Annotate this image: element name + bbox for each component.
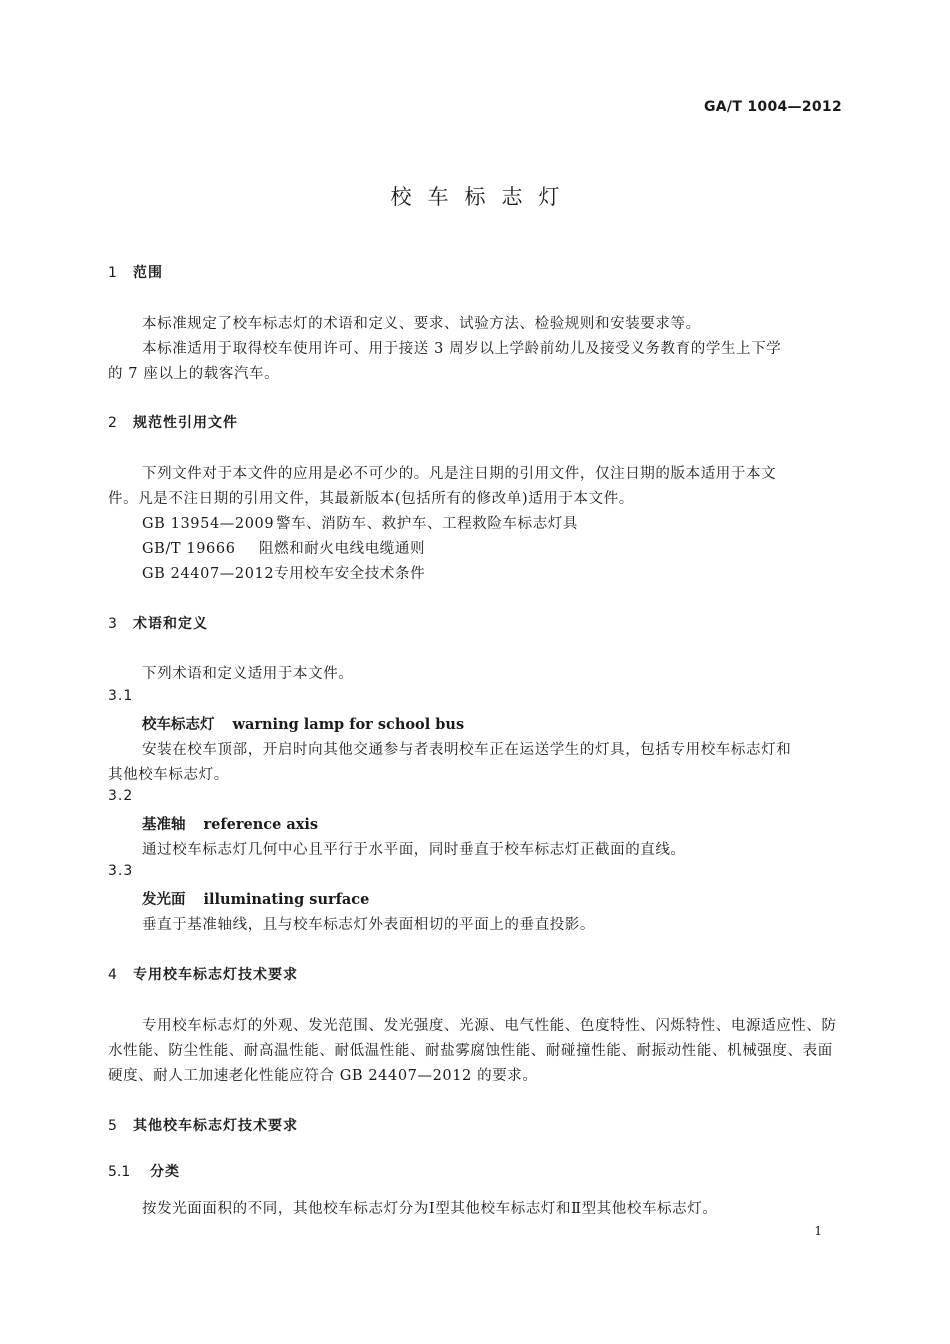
section-heading-4 xyxy=(108,964,298,984)
section-heading-3 xyxy=(108,613,208,633)
term-entry xyxy=(142,813,318,834)
section-title: 其他校车标志灯技术要求 xyxy=(133,1118,298,1134)
section-number: 3 xyxy=(108,616,118,632)
section-number: 5 xyxy=(108,1118,118,1134)
document-title: 校车标志灯 xyxy=(390,185,576,209)
section-heading-5 xyxy=(108,1115,298,1135)
section-title: 专用校车标志灯技术要求 xyxy=(133,967,298,983)
paragraph: 本标准规定了校车标志灯的术语和定义、要求、试验方法、检验规则和安装要求等。 xyxy=(142,316,701,332)
normative-reference xyxy=(142,562,425,583)
subsection-title: 分类 xyxy=(150,1164,180,1180)
term-definition: 安装在校车顶部，开启时向其他交通参与者表明校车正在运送学生的灯具，包括专用校车标志灯和 xyxy=(142,742,792,758)
section-title: 规范性引用文件 xyxy=(133,415,238,431)
paragraph: 按发光面面积的不同，其他校车标志灯分为Ⅰ型其他校车标志灯和Ⅱ型其他校车标志灯。 xyxy=(142,1201,718,1217)
paragraph: 的 7 座以上的载客汽车。 xyxy=(108,366,280,382)
clause-number: 3.2 xyxy=(108,788,134,804)
term-chinese: 基准轴 xyxy=(142,817,186,833)
term-definition: 其他校车标志灯。 xyxy=(108,767,229,783)
term-entry xyxy=(142,888,369,909)
clause-number: 3.1 xyxy=(108,688,134,704)
term-english: warning lamp for school bus xyxy=(232,716,465,733)
section-title: 术语和定义 xyxy=(133,616,208,632)
term-entry xyxy=(142,713,464,734)
paragraph: 专用校车标志灯的外观、发光范围、发光强度、光源、电气性能、色度特性、闪烁特性、电源适应性、防 xyxy=(142,1018,837,1034)
normative-reference xyxy=(142,537,425,558)
normative-reference xyxy=(142,512,578,533)
section-number: 4 xyxy=(108,967,118,983)
section-heading-2 xyxy=(108,412,238,432)
paragraph: 下列术语和定义适用于本文件。 xyxy=(142,666,354,682)
reference-code: GB/T 19666 xyxy=(142,541,236,557)
section-number: 2 xyxy=(108,415,118,431)
standard-number: GA/T 1004—2012 xyxy=(704,99,842,115)
term-english: illuminating surface xyxy=(203,891,370,908)
paragraph: 件。凡是不注日期的引用文件，其最新版本(包括所有的修改单)适用于本文件。 xyxy=(108,491,634,507)
term-definition: 垂直于基准轴线，且与校车标志灯外表面相切的平面上的垂直投影。 xyxy=(142,917,595,933)
subsection-number: 5.1 xyxy=(108,1164,131,1180)
subsection-heading-5-1 xyxy=(108,1161,180,1181)
section-title: 范围 xyxy=(133,265,163,281)
paragraph: 硬度、耐人工加速老化性能应符合 GB 24407—2012 的要求。 xyxy=(108,1068,538,1084)
section-number: 1 xyxy=(108,265,118,281)
reference-code: GB 13954—2009 xyxy=(142,516,275,532)
clause-number: 3.3 xyxy=(108,863,134,879)
paragraph: 本标准适用于取得校车使用许可、用于接送 3 周岁以上学龄前幼儿及接受义务教育的学生上下学 xyxy=(142,341,782,357)
paragraph: 水性能、防尘性能、耐高温性能、耐低温性能、耐盐雾腐蚀性能、耐碰撞性能、耐振动性能、机械强度、表面 xyxy=(108,1043,833,1059)
reference-title: 阻燃和耐火电线电缆通则 xyxy=(259,541,426,557)
paragraph: 下列文件对于本文件的应用是必不可少的。凡是注日期的引用文件，仅注日期的版本适用于本文 xyxy=(142,466,777,482)
term-chinese: 发光面 xyxy=(142,892,186,908)
reference-code: GB 24407—2012 xyxy=(142,566,275,582)
reference-title: 专用校车安全技术条件 xyxy=(274,566,426,582)
section-heading-1 xyxy=(108,262,163,282)
page-number: 1 xyxy=(814,1224,822,1238)
term-english: reference axis xyxy=(203,816,319,833)
reference-title: 警车、消防车、救护车、工程救险车标志灯具 xyxy=(276,516,578,532)
term-definition: 通过校车标志灯几何中心且平行于水平面，同时垂直于校车标志灯正截面的直线。 xyxy=(142,842,686,858)
term-chinese: 校车标志灯 xyxy=(142,717,215,733)
